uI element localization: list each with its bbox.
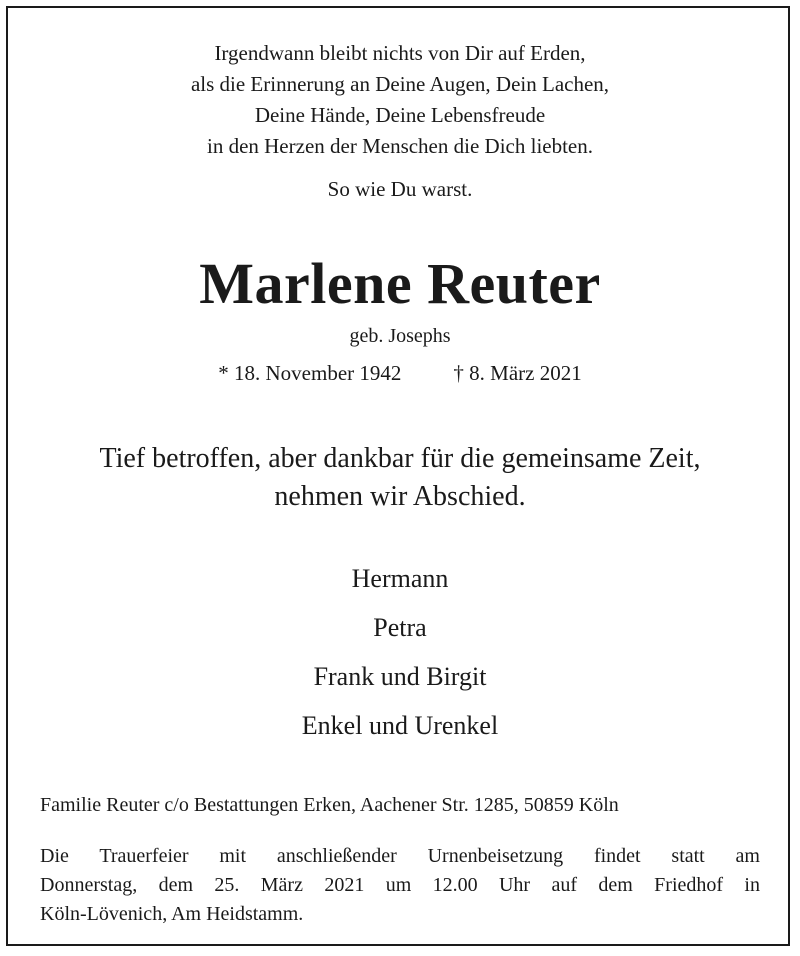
poem-line: Irgendwann bleibt nichts von Dir auf Erden,: [214, 41, 586, 65]
deceased-name: Marlene Reuter: [199, 251, 601, 316]
mourner: Enkel und Urenkel: [301, 711, 499, 740]
death-date: † 8. März 2021: [453, 361, 582, 385]
contact-address: Familie Reuter c/o Bestattungen Erken, Aachener Str. 1285, 50859 Köln: [40, 794, 619, 816]
farewell-line: nehmen wir Abschied.: [274, 481, 526, 512]
life-dates: [0, 361, 800, 386]
poem-line: als die Erinnerung an Deine Augen, Dein Lachen,: [190, 72, 610, 96]
mourner: Hermann: [351, 564, 449, 593]
poem: [0, 38, 800, 162]
ceremony-notice: [40, 842, 760, 929]
mourner: Petra: [373, 613, 427, 642]
ceremony-line: Köln-Lövenich, Am Heidstamm.: [40, 903, 304, 925]
ceremony-line: Donnerstag, dem 25. März 2021 um 12.00 Uhr auf dem Friedhof in: [40, 874, 760, 896]
poem-line: in den Herzen der Menschen die Dich liebten.: [206, 134, 594, 158]
poem-line: Deine Hände, Deine Lebensfreude: [254, 103, 546, 127]
mourners-list: [0, 560, 800, 756]
mourner: Frank und Birgit: [313, 662, 487, 691]
maiden-name: geb. Josephs: [349, 325, 451, 347]
birth-date: * 18. November 1942: [218, 361, 402, 385]
farewell-line: Tief betroffen, aber dankbar für die gemeinsame Zeit,: [99, 443, 701, 474]
ceremony-line: Die Trauerfeier mit anschließender Urnenbeisetzung findet statt am: [40, 845, 760, 867]
farewell-text: [0, 440, 800, 516]
poem-closing: So wie Du warst.: [327, 177, 473, 201]
